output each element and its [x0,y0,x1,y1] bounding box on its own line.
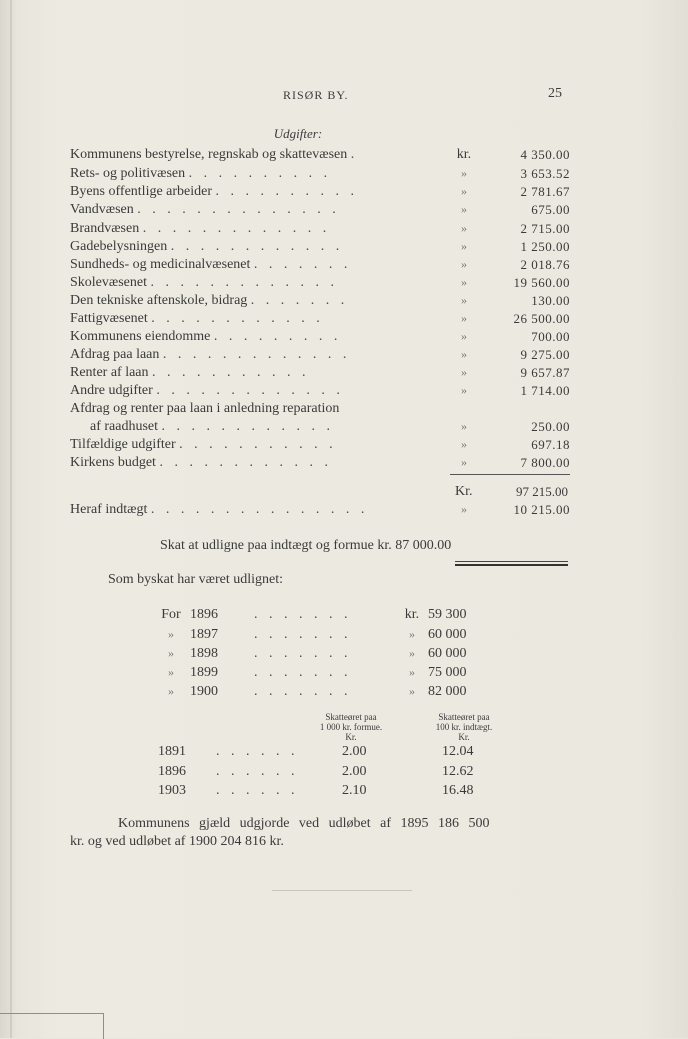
assessed-heading: Som byskat har været udlignet: [108,572,283,587]
rates-col1-header [313,712,389,742]
total-label: Kr. [455,484,473,499]
expense-label: Sundheds- og medicinalvæsenet [70,257,251,272]
leader-dots: . . . . . . . . . . . . [161,419,335,434]
expense-label: Brandvæsen [70,221,140,236]
expense-row [70,401,570,421]
ditto-mark: » [461,293,467,307]
expense-label: Byens offentlige arbeider [70,184,213,199]
expense-row [70,239,570,259]
leader-dots: . . . . . . . . . . . . [159,455,332,470]
rates-row [158,744,518,764]
row-year: 1898 [190,646,218,661]
expense-row [70,221,570,241]
assessed-row [158,665,488,685]
ditto-mark: » [409,684,415,698]
sum-rule [450,474,570,475]
assessed-row [158,607,488,627]
leader-dots: . . . . . . . . . . [215,184,359,199]
leader-dots: . [350,147,359,162]
expense-amount: 2 715.00 [520,221,570,236]
expense-amount: 130.00 [531,293,570,308]
expense-row [70,184,570,204]
expense-amount: 2 781.67 [520,184,570,199]
assessed-row [158,627,488,647]
expense-row [70,166,570,186]
header-line: Skatteøret paa [325,712,377,722]
leader-dots: . . . . . . . . . . . . . [162,347,351,362]
leader-dots: . . . . . . . [250,293,349,308]
expense-amount: 250.00 [531,419,570,434]
row-year: 1896 [158,764,186,779]
header-line: 100 kr. indtægt. [435,722,493,732]
expense-row [70,202,570,222]
ditto-mark: » [461,166,467,180]
leader-dots: . . . . . . . . . . . [152,365,310,380]
ditto-mark: » [461,502,467,516]
ditto-mark: » [168,684,174,698]
expense-amount: 9 657.87 [520,365,570,380]
expense-label: Den tekniske aftenskole, bidrag [70,293,248,308]
expense-label: Andre udgifter [70,383,153,398]
expense-row [70,311,570,331]
rates-row [158,764,518,784]
expense-row [70,329,570,349]
double-rule-bottom [455,564,568,566]
expense-label: Renter af laan [70,365,149,380]
expense-row [70,147,570,167]
ditto-mark: » [461,419,467,433]
expense-amount: 697.18 [531,437,570,452]
leader-dots: . . . . . . . . . . [188,166,332,181]
debt-line-2: kr. og ved udløbet af 1900 204 816 kr. [70,834,284,849]
binding-edge [10,0,12,1038]
expense-label: Rets- og politivæsen [70,166,186,181]
ditto-mark: » [461,311,467,325]
leader-dots: . . . . . . . . . . . . . . [137,202,340,217]
expense-label: af raadhuset [90,419,159,434]
expense-label: Kirkens budget [70,455,156,470]
expense-label: Gadebelysningen [70,239,168,254]
expense-label: Vandvæsen [70,202,134,217]
leader-dots: . . . . . . . . . [213,329,342,344]
assessed-row [158,646,488,666]
expense-row [70,365,570,385]
expense-amount: 2 018.76 [520,257,570,272]
income-row [70,502,570,522]
expense-amount: 19 560.00 [513,275,570,290]
ditto-mark: » [409,627,415,641]
corner-frame-mark [0,1013,104,1039]
bottom-rule [272,890,412,891]
ditto-mark: » [461,365,467,379]
ditto-mark: » [409,646,415,660]
expense-amount: 9 275.00 [520,347,570,362]
expense-label: Kommunens eiendomme [70,329,211,344]
expense-row [70,275,570,295]
leader-dots: . . . . . . . [254,646,352,661]
row-year: 1903 [158,783,186,798]
expense-row [70,437,570,457]
wealth-rate: 2.00 [342,764,367,779]
ditto-mark: » [168,665,174,679]
ditto-mark: » [461,275,467,289]
row-year: 1899 [190,665,218,680]
ditto-mark: » [461,455,467,469]
header-line: Kr. [345,732,357,742]
ditto-mark: » [461,239,467,253]
ditto-mark: » [461,329,467,343]
row-value: 59 300 [428,607,467,622]
ditto-mark: » [461,347,467,361]
expense-amount: 700.00 [531,329,570,344]
ditto-mark: » [168,627,174,641]
wealth-rate: 2.10 [342,783,367,798]
income-rate: 12.62 [442,764,474,779]
row-year: 1900 [190,684,218,699]
leader-dots: . . . . . . . [254,607,352,622]
income-label: Heraf indtægt [70,502,148,517]
ditto-mark: » [461,257,467,271]
rates-col2-header [416,712,512,742]
expense-label: Tilfældige udgifter [70,437,176,452]
leader-dots: . . . . . . . [253,257,352,272]
income-rate: 12.04 [442,744,474,759]
header-line: 1 000 kr. formue. [319,722,383,732]
row-year: 1897 [190,627,218,642]
expense-amount: 675.00 [531,202,570,217]
leader-dots: . . . . . . . . . . . [179,437,337,452]
leader-dots: . . . . . . . . . . . . [151,311,324,326]
leader-dots: . . . . . . . . . . . . [170,239,344,254]
expense-row [70,293,570,313]
leader-dots: . . . . . . . [254,627,352,642]
double-rule-top [455,561,568,562]
expense-amount: 7 800.00 [520,455,570,470]
row-value: 60 000 [428,627,467,642]
leader-dots: . . . . . . . . . . . . . [142,221,331,236]
expense-row [70,347,570,367]
leader-dots: . . . . . . [216,783,299,798]
page-header-title: RISØR BY. [283,88,349,102]
row-prefix: For [161,607,181,622]
expense-label: Skolevæsenet [70,275,147,290]
income-amount: 10 215.00 [513,502,570,517]
income-rate: 16.48 [442,783,474,798]
leader-dots: . . . . . . [216,744,299,759]
header-line: Kr. [458,732,470,742]
leader-dots: . . . . . . . . . . . . . [150,275,338,290]
row-value: 60 000 [428,646,467,661]
ditto-mark: » [461,202,467,216]
row-unit: kr. [404,607,420,622]
total-amount: 97 215.00 [516,484,568,499]
section-heading: Udgifter: [273,126,323,141]
wealth-rate: 2.00 [342,744,367,759]
expense-row [70,455,570,475]
expense-label: Kommunens bestyrelse, regnskab og skattevæsen [70,147,348,162]
expense-amount: 1 250.00 [520,239,570,254]
ditto-mark: » [461,383,467,397]
ditto-mark: » [409,665,415,679]
expense-amount: 1 714.00 [520,383,570,398]
expense-amount: 3 653.52 [520,166,570,181]
currency-mark: kr. [456,147,472,162]
expense-label: Fattigvæsenet [70,311,148,326]
expense-amount: 4 350.00 [520,147,570,162]
ditto-mark: » [461,184,467,198]
row-value: 75 000 [428,665,467,680]
leader-dots: . . . . . . . . . . . . . . . [150,502,369,517]
ditto-mark: » [461,437,467,451]
ditto-mark: » [461,221,467,235]
row-year: 1891 [158,744,186,759]
leader-dots: . . . . . . . [254,665,352,680]
page-number: 25 [548,86,562,101]
expense-row [70,383,570,403]
rates-row [158,783,518,803]
expense-label: Afdrag og renter paa laan i anledning reparation [70,401,340,416]
expense-label: Afdrag paa laan [70,347,160,362]
expense-amount: 26 500.00 [513,311,570,326]
row-value: 82 000 [428,684,467,699]
debt-line-1: Kommunens gjæld udgjorde ved udløbet af 1895 186 500 [118,816,490,831]
leader-dots: . . . . . . . . . . . . . [156,383,344,398]
header-line: Skatteøret paa [438,712,490,722]
expense-row [70,419,570,439]
assessed-row [158,684,488,704]
expense-row [70,257,570,277]
row-year: 1896 [190,607,218,622]
tax-line: Skat at udligne paa indtægt og formue kr. 87 000.00 [160,538,452,553]
ditto-mark: » [168,646,174,660]
leader-dots: . . . . . . [216,764,299,779]
leader-dots: . . . . . . . [254,684,352,699]
